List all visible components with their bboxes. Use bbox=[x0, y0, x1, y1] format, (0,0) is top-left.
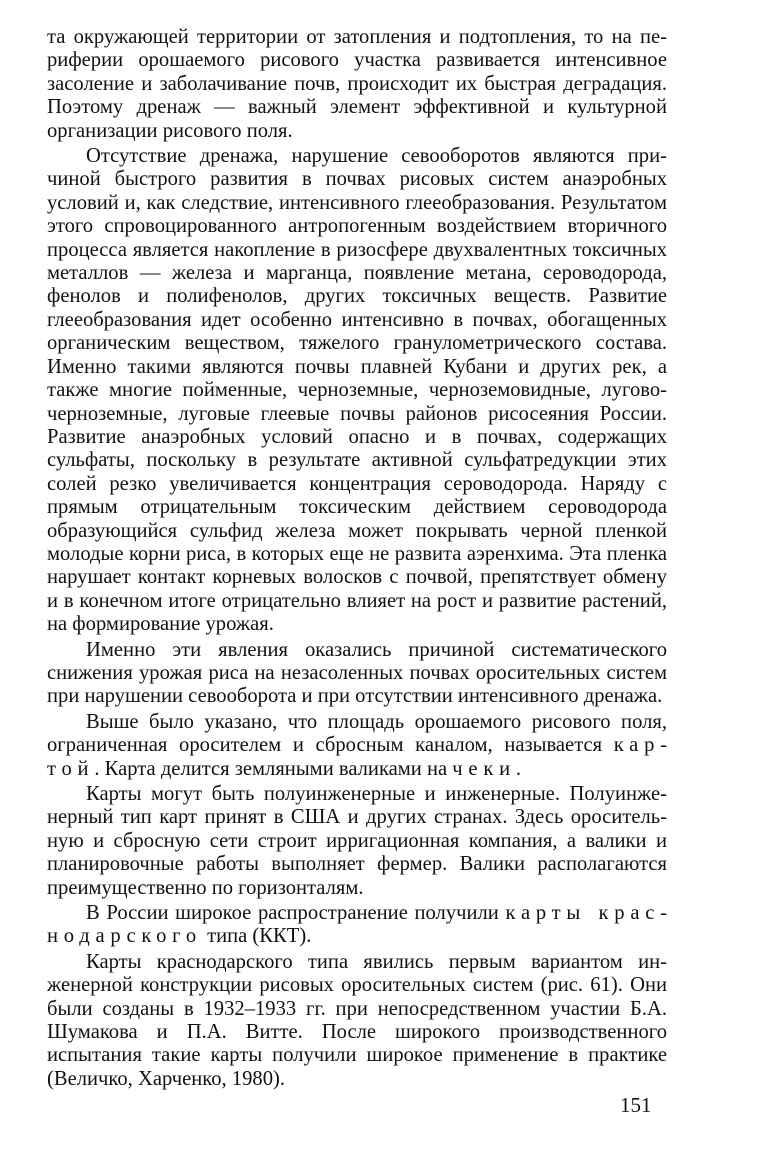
paragraph-text: Карты краснодарского типа явились первым вариантом инженерной конструкции рисовых оросительных систем (рис. 61). Они были созданы в 1932–1933 гг. при непосредственном участии Б.А. Шумакова и П.А. Витте. После широкого производственного испытания такие карты получили широкое применение в практике (Величко, Харченко, 1980). bbox=[47, 950, 667, 1090]
paragraph-text: . bbox=[515, 757, 522, 780]
paragraph-4 bbox=[47, 711, 667, 781]
term-kkt: карты краснодарского bbox=[47, 902, 667, 948]
paragraph-3 bbox=[47, 639, 667, 709]
page-number: 151 bbox=[620, 1093, 652, 1117]
paragraph-text: та окружающей территории от затопления и подтопления, то на периферии орошаемого рисового участка развивается интенсивное засоление и заболачивание почв, происходит их быстрая деградация. Поэтому дренаж — важный элемент эффективной и культурной организации рисового поля. bbox=[47, 26, 667, 142]
paragraph-2 bbox=[47, 145, 667, 637]
paragraph-text: Именно эти явления оказались причиной систематического снижения урожая риса на незасоленных почвах оросительных систем при нарушении севооборота и при отсутствии интенсивного дренажа. bbox=[47, 638, 667, 708]
page-body bbox=[47, 26, 667, 1093]
term-karta: картой bbox=[47, 734, 667, 780]
paragraph-text: . Карта делится земляными валиками на bbox=[94, 757, 453, 780]
paragraph-7 bbox=[47, 951, 667, 1091]
term-cheki: чеки bbox=[452, 757, 516, 780]
paragraph-6 bbox=[47, 902, 667, 949]
paragraph-1 bbox=[47, 26, 667, 143]
paragraph-5 bbox=[47, 783, 667, 900]
paragraph-text: Выше было указано, что площадь орошаемого рисового поля, ограниченная оросителем и сбросным каналом, называется bbox=[47, 710, 667, 757]
paragraph-text: В России широкое распространение получили bbox=[86, 902, 506, 925]
paragraph-text: Карты могут быть полуинженерные и инженерные. Полуинженерный тип карт принят в США и других странах. Здесь оросительную и сбросную сети строит ирригационная компания, а валики и планировочные работы выполняет фермер. Валики располагаются преимущественно по горизонталям. bbox=[47, 783, 667, 899]
paragraph-text: Отсутствие дренажа, нарушение севооборотов являются причиной быстрого развития в почвах рисовых систем анаэробных условий и, как следствие, интенсивного глееобразования. Результатом этого спровоцированного антропогенным воздействием вторичного процесса является накопление в ризосфере двухвалентных токсичных металлов — железа и марганца, появление метана, сероводорода, фенолов и полифенолов, других токсичных веществ. Развитие глееобразования идет особенно интенсивно в почвах, обогащенных органическим веществом, тяжелого гранулометрического состава. Именно такими являются почвы плавней Кубани и других рек, а также многие пойменные, черноземные, черноземовидные, лугово-черноземные, луговые глеевые почвы районов рисосеяния России. Развитие анаэробных условий опасно и в почвах, содержащих сульфаты, поскольку в результате активной сульфатредукции этих солей резко увеличивается концентрация сероводорода. Наряду с прямым отрицательным токсическим действием сероводорода образующийся сульфид железа может покрывать черной пленкой молодые корни риса, в которых еще не развита аэренхима. Эта пленка нарушает контакт корневых волосков с почвой, препятствует обмену и в конечном итоге отрицательно влияет на рост и развитие растений, на формирование урожая. bbox=[47, 145, 667, 636]
paragraph-text: типа (ККТ). bbox=[201, 925, 312, 948]
